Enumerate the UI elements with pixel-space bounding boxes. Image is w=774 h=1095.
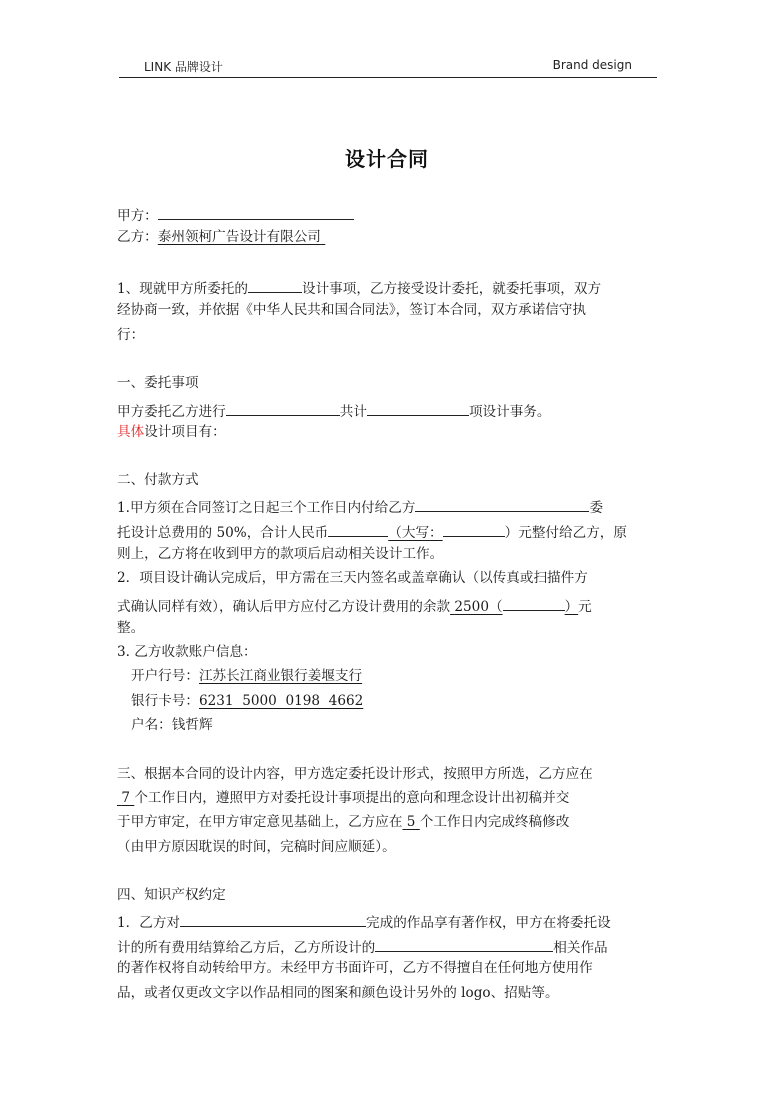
s1-blank (248, 276, 302, 293)
payment-line-6: 整。 (117, 620, 145, 636)
ip-line-4: 品，或者仅更改文字以作品相同的图案和颜色设计另外的 logo、招贴等。 (117, 985, 559, 1001)
entrust-blank-count (367, 399, 469, 416)
payment-account-heading: 3. 乙方收款账户信息： (117, 644, 257, 660)
ip-text: 计的所有费用结算给乙方后，乙方所设计的 (117, 940, 376, 956)
payment-text: 元 (578, 599, 592, 615)
payment-text: 式确认同样有效），确认后甲方应付乙方设计费用的余款 (117, 599, 451, 615)
card-label: 银行卡号： (131, 693, 199, 709)
payment-blank-amount (328, 520, 388, 537)
bank-line (131, 667, 362, 685)
s1-text: 设计事项，乙方接受设计委托，就委托事项，双方 (302, 281, 602, 297)
s3-line-1: 三、根据本合同的设计内容，甲方选定委托设计形式，按照甲方所选，乙方应在 (117, 766, 593, 782)
payment-line-3: 则上，乙方将在收到甲方的款项后启动相关设计工作。 (117, 546, 444, 562)
party-a-line (117, 203, 354, 225)
payment-blank-amount-words (443, 520, 505, 537)
ip-text: 相关作品 (553, 940, 608, 956)
entrust-text: 设计项目有： (144, 424, 226, 440)
payment-text: （大写： (388, 525, 443, 541)
s1-line-3: 行： (117, 327, 145, 343)
s3-line-3 (117, 813, 569, 831)
party-a-blank (158, 203, 354, 220)
payment-balance-amount: 2500 (454, 599, 489, 615)
payment-text: 托设计总费用的 50%，合计人民币 (117, 525, 329, 541)
payment-line-1 (117, 495, 603, 517)
payment-line-2 (117, 520, 627, 542)
document-title: 设计合同 (345, 147, 429, 171)
ip-text: 1．乙方对 (117, 915, 181, 931)
payment-line-4: 2．项目设计确认完成后，甲方需在三天内签名或盖章确认（以传真或扫描件方 (117, 570, 588, 586)
card-line (131, 692, 363, 710)
bank-value: 江苏长江商业银行姜堰支行 (198, 668, 363, 684)
s3-text: 于甲方审定，在甲方审定意见基础上，乙方应在 (117, 814, 403, 830)
ip-heading: 四、知识产权约定 (117, 887, 226, 903)
entrust-line-1 (117, 399, 551, 421)
bank-label: 开户行号： (131, 668, 199, 684)
entrust-heading: 一、委托事项 (117, 375, 199, 391)
s1-line-2: 经协商一致，并依据《中华人民共和国合同法》，签订本合同，双方承诺信守执 (117, 302, 586, 318)
payment-text: 1.甲方须在合同签订之日起三个工作日内付给乙方 (117, 500, 416, 516)
ip-line-1 (117, 910, 611, 932)
payment-text: ） (564, 599, 579, 615)
card-value: 6231 5000 0198 4662 (198, 693, 364, 709)
payment-line-5 (117, 594, 592, 616)
payment-text: （ (488, 599, 503, 615)
s3-days-final: 5 (406, 814, 416, 830)
party-b-name: 泰州领柯广告设计有限公司 (157, 229, 321, 245)
header-brand: LINK 品牌设计 (144, 60, 223, 74)
s3-text: 个工作日内完成终稿修改 (419, 814, 570, 830)
ip-line-2 (117, 935, 608, 957)
party-a-label: 甲方： (117, 208, 158, 224)
s3-text: 个工作日内，遵照甲方对委托设计事项提出的意向和理念设计出初稿并交 (134, 790, 570, 806)
holder-line (131, 716, 213, 734)
entrust-blank-project (226, 399, 340, 416)
entrust-highlight: 具体 (117, 424, 145, 440)
party-b-line (117, 228, 325, 246)
entrust-line-2 (117, 423, 226, 441)
payment-blank-balance-words (503, 594, 565, 611)
entrust-text: 项设计事务。 (468, 404, 551, 420)
holder-label: 户名： (131, 717, 172, 733)
ip-line-3: 的著作权将自动转给甲方。未经甲方书面许可，乙方不得擅自在任何地方使用作 (117, 960, 593, 976)
page-header (119, 57, 657, 78)
s3-line-2 (117, 789, 569, 807)
ip-blank-design (375, 935, 553, 952)
payment-text: ）元整付给乙方，原 (504, 525, 627, 541)
s3-line-4: （由甲方原因耽误的时间，完稿时间应顺延）。 (117, 839, 396, 855)
s1-text: 1、现就甲方所委托的 (117, 281, 248, 297)
payment-heading: 二、付款方式 (117, 472, 199, 488)
ip-text: 完成的作品享有著作权，甲方在将委托设 (366, 915, 611, 931)
party-b-label: 乙方： (117, 229, 158, 245)
ip-blank-work (180, 910, 366, 927)
payment-blank-recipient (415, 495, 589, 512)
entrust-text: 甲方委托乙方进行 (117, 404, 226, 420)
s3-days-draft: 7 (121, 790, 130, 806)
payment-text: 委 (589, 500, 604, 516)
entrust-text: 共计 (339, 404, 367, 420)
header-subtitle: Brand design (552, 58, 632, 72)
s1-line-1 (117, 276, 601, 298)
holder-value: 钱哲辉 (171, 717, 213, 733)
